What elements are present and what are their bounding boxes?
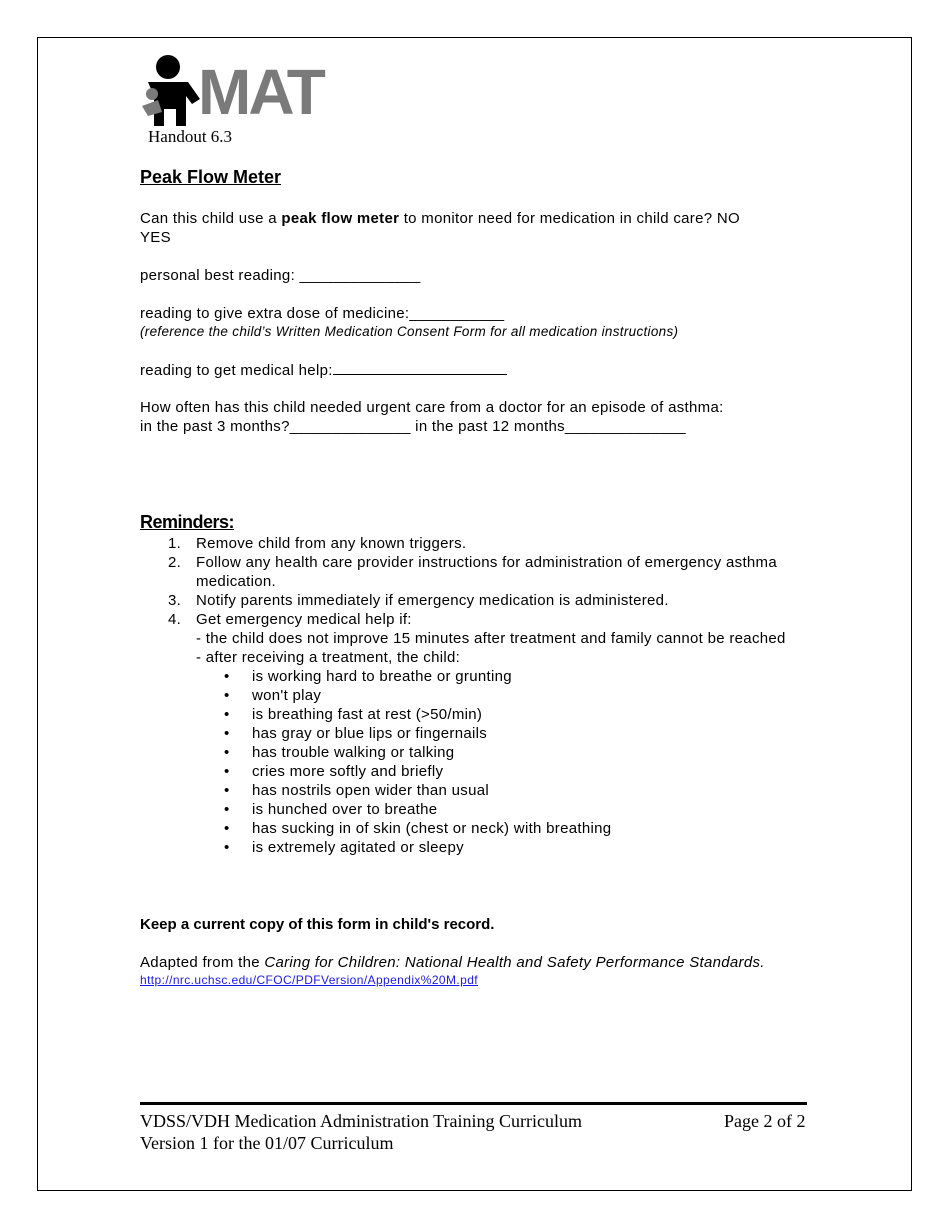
adapted-prefix: Adapted from the [140,954,265,971]
handout-number: Handout 6.3 [148,127,233,146]
extra-dose-note: (reference the child’s Written Medication Consent Form for all medication instructions) [140,324,679,339]
reminder-item [140,553,800,591]
medical-help-label: reading to get medical help: [140,362,333,379]
question-suffix: to monitor need for medication in child care? NO [399,210,740,227]
footer-line-2: Version 1 for the 01/07 Curriculum [140,1133,394,1153]
symptom-item: • won't play [196,686,800,705]
urgent-care-answer: in the past 3 months?______________ in the past 12 months______________ [140,418,686,435]
reminder-number: 2. [168,554,182,571]
symptom-item: • is working hard to breathe or grunting [196,667,800,686]
symptom-item: • has trouble walking or talking [196,743,800,762]
keep-copy-note: Keep a current copy of this form in child's record. [140,916,495,933]
reminders-list [140,534,800,857]
reminder-sub-2: - after receiving a treatment, the child: [196,649,461,666]
reminder-item [140,610,800,857]
reminder-text: Notify parents immediately if emergency medication is administered. [196,592,669,609]
footer-line-1: VDSS/VDH Medication Administration Training Curriculum [140,1111,583,1131]
peak-flow-question [140,209,820,247]
source-link[interactable]: http://nrc.uchsc.edu/CFOC/PDFVersion/Appendix%20M.pdf [140,973,479,987]
reminder-item [140,591,800,610]
symptom-item: • is breathing fast at rest (>50/min) [196,705,800,724]
symptom-list [196,667,800,857]
reminder-item [140,534,800,553]
question-bold: peak flow meter [281,210,400,227]
reminder-number: 1. [168,535,182,552]
logo-text: MAT [198,56,323,128]
reminder-text: Follow any health care provider instructions for administration of emergency asthma medication. [196,554,777,590]
symptom-item: • has nostrils open wider than usual [196,781,800,800]
source-link-row [140,970,478,990]
question-yes: YES [140,229,171,246]
reminder-number: 4. [168,611,182,628]
reminder-text: Get emergency medical help if: [196,611,412,628]
symptom-item: • is hunched over to breathe [196,800,800,819]
footer-curriculum [140,1110,582,1154]
page-number: Page 2 of 2 [724,1111,806,1131]
reminders-heading: Reminders: [140,512,235,532]
question-prefix: Can this child use a [140,210,282,227]
medical-help-field [140,360,507,380]
symptom-item: • has sucking in of skin (chest or neck) with breathing [196,819,800,838]
page-title: Peak Flow Meter [140,167,282,187]
urgent-care-question: How often has this child needed urgent care from a doctor for an episode of asthma: [140,399,724,416]
symptom-item: • has gray or blue lips or fingernails [196,724,800,743]
extra-dose-field: reading to give extra dose of medicine:___________ [140,305,505,322]
footer-divider [140,1102,807,1105]
reminder-number: 3. [168,592,182,609]
symptom-item: • is extremely agitated or sleepy [196,838,800,857]
adapted-title: Caring for Children: National Health and Safety Performance Standards. [264,954,765,971]
symptom-item: • cries more softly and briefly [196,762,800,781]
medical-help-blank [333,360,507,375]
personal-best-field: personal best reading: ______________ [140,267,421,284]
reminder-text: Remove child from any known triggers. [196,535,467,552]
reminder-sub-1: - the child does not improve 15 minutes after treatment and family cannot be reached [196,630,786,647]
